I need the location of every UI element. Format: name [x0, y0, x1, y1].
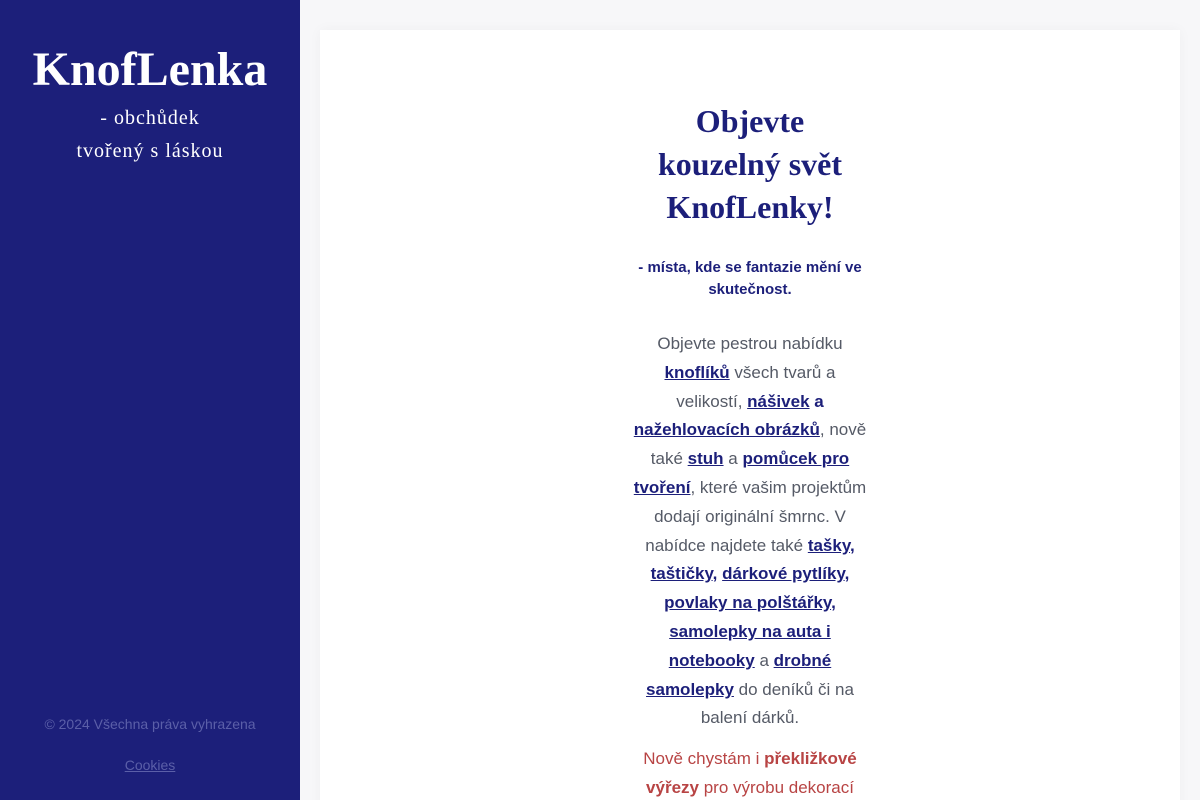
intro-text: , nově také [650, 420, 867, 469]
intro-text: Objevte pestrou nabídku [657, 334, 843, 353]
cookies-link[interactable]: Cookies [124, 757, 176, 773]
intro-text: , které vašim projektům dodají originální šmrnc. V nabídce najdete také [645, 477, 867, 555]
intro-text: a [723, 449, 743, 469]
intro-text-bold: , [831, 593, 836, 613]
tagline-line-1: - obchůdek [100, 107, 200, 129]
link-bags[interactable]: tašky [807, 535, 851, 555]
link-buttons[interactable]: knoflíků [664, 362, 730, 382]
intro-text-bold: , [712, 564, 723, 584]
brand-logo[interactable]: KnofLenka [32, 43, 268, 96]
copyright-text: © 2024 Všechna práva vyhrazena [44, 716, 256, 732]
news-paragraph [630, 745, 870, 800]
page-title [630, 100, 870, 229]
brand-tagline [0, 102, 300, 168]
link-ribbons[interactable]: stuh [687, 449, 724, 469]
sidebar [0, 0, 300, 800]
main-card [320, 30, 1180, 800]
welcome-section [630, 100, 870, 800]
cookies-footer [0, 757, 300, 773]
title-line-3: KnofLenky! [666, 189, 834, 225]
title-line-2: kouzelný svět [658, 146, 842, 182]
link-gift-bags[interactable]: dárkové pytlíky [722, 564, 845, 584]
link-craft-tools[interactable]: pomůcek pro tvoření [633, 449, 850, 497]
link-handbags[interactable]: taštičky [650, 564, 713, 584]
intro-text-bold: a [809, 391, 824, 411]
page-subtitle: - místa, kde se fantazie mění ve skutečnost. [638, 259, 862, 298]
tagline-line-2: tvořený s láskou [76, 140, 224, 162]
news-text: pro výrobu dekorací [698, 777, 854, 797]
title-line-1: Objevte [695, 103, 805, 139]
intro-text: a [754, 650, 774, 670]
intro-text: všech tvarů a velikostí, [676, 362, 836, 411]
intro-text-bold: , [850, 535, 855, 555]
link-pillow-covers[interactable]: povlaky na polštářky [664, 593, 832, 613]
link-car-laptop-stickers[interactable]: samolepky na auta i notebooky [668, 621, 831, 670]
intro-paragraph [630, 330, 870, 733]
link-iron-on-images[interactable]: nažehlovacích obrázků [633, 420, 820, 440]
intro-text: do deníků či na balení dárků. [700, 679, 854, 728]
intro-text-bold: , [844, 564, 850, 584]
link-small-stickers[interactable]: drobné samolepky [646, 650, 832, 699]
news-text: Nově chystám i [643, 749, 765, 769]
link-patches[interactable]: nášivek [747, 391, 810, 411]
news-highlight: překližkové výřezy [646, 749, 857, 797]
